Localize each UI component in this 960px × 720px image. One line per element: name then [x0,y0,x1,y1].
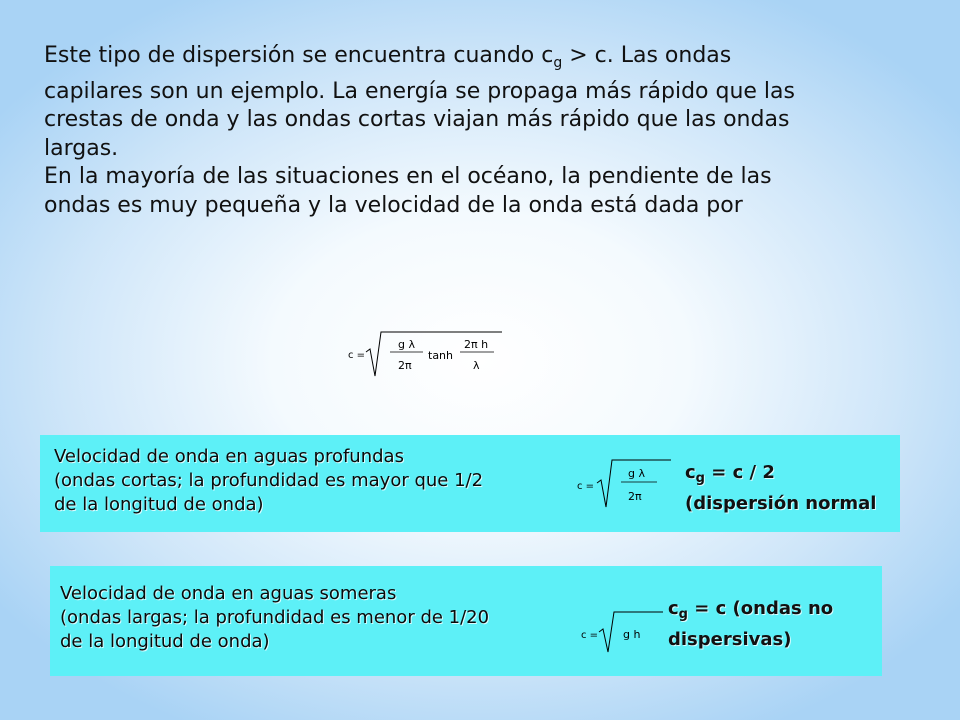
formula-den-1: 2π [398,359,412,372]
intro-line-1-text: Este tipo de dispersión se encuentra cuando c [44,43,554,68]
deep-water-formula [573,455,693,511]
intro-line-6: ondas es muy pequeña y la velocidad de la onda está dada por [44,192,743,218]
shallow-water-description [60,582,580,654]
shallow-formula-body: g h [623,628,641,641]
deep-water-description [54,445,574,517]
intro-paragraph [44,42,904,220]
shallow-water-box [50,566,882,676]
shallow-result-equation: = c (ondas no [687,598,834,619]
shallow-formula-lhs: c = [581,630,599,641]
deep-result-line-2: (dispersión normal [685,493,877,514]
formula-num-1: g λ [398,338,415,351]
deep-result-line-1 [685,460,876,491]
intro-line-3: crestas de onda y las ondas cortas viajan más rápido que las ondas [44,107,790,132]
deep-line-2: (ondas cortas; la profundidad es mayor que 1/2 [54,470,484,491]
intro-line-2: capilares son un ejemplo. La energía se propaga más rápido que las [44,78,795,104]
formula-lhs: c = [348,350,366,361]
shallow-line-1: Velocidad de onda en aguas someras [60,583,397,604]
deep-formula-lhs: c = [577,481,595,492]
deep-result-equation: = c / 2 [704,462,775,483]
deep-formula-num: g λ [628,467,645,480]
main-wave-speed-formula [340,328,505,378]
formula-tanh: tanh [428,349,453,362]
deep-line-1: Velocidad de onda en aguas profundas [54,446,404,467]
shallow-line-2: (ondas largas; la profundidad es menor de 1/20 [60,607,490,628]
deep-result-subscript: g [695,471,705,486]
shallow-result-subscript: g [678,607,688,622]
deep-water-box [40,435,900,532]
shallow-result-line-2: dispersivas) [668,629,792,650]
formula-num-2: 2π h [464,338,489,351]
shallow-water-formula [577,608,677,654]
shallow-line-3: de la longitud de onda) [60,631,270,652]
shallow-result-line-1 [668,596,833,627]
shallow-result-c: c [668,598,679,619]
formula-den-2: λ [473,359,480,372]
intro-line-1 [44,42,904,78]
subscript-g: g [553,55,563,71]
intro-line-4: largas. [44,135,119,161]
intro-line-1-end: > c. Las ondas [562,43,732,68]
deep-line-3: de la longitud de onda) [54,494,264,515]
deep-result-c: c [685,462,696,483]
intro-line-5: En la mayoría de las situaciones en el océano, la pendiente de las [44,164,772,189]
shallow-water-result [668,596,833,652]
deep-formula-den: 2π [628,490,642,503]
deep-water-result [685,460,876,516]
